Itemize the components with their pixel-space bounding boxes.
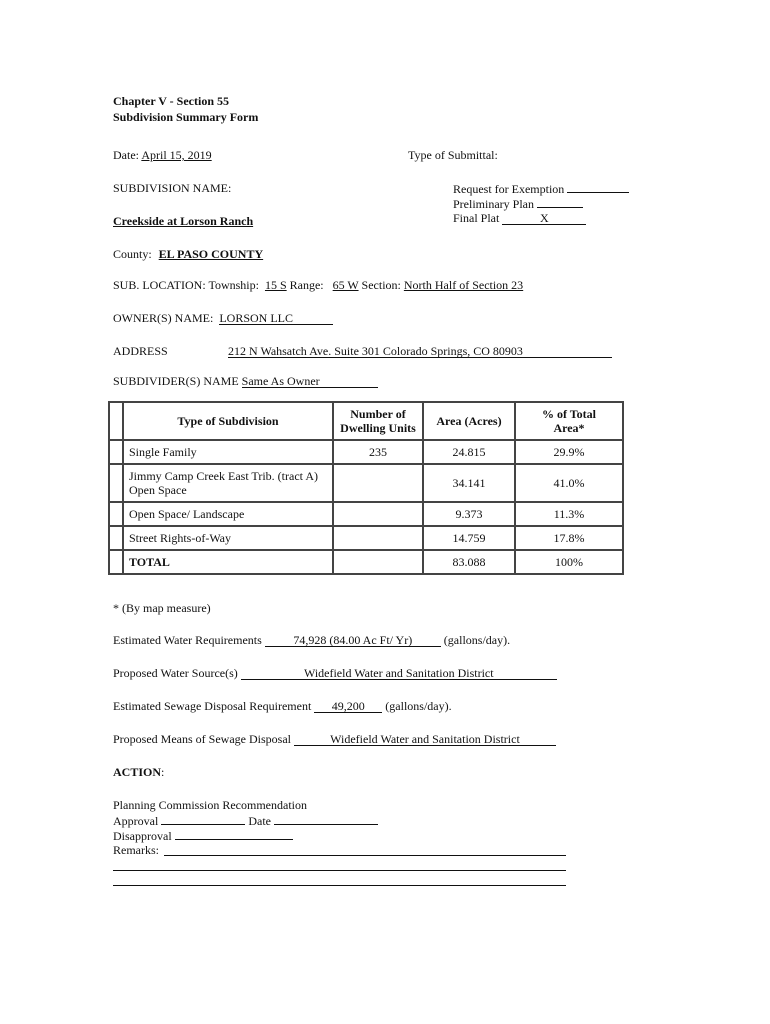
table-row bbox=[109, 502, 623, 526]
cell-type: Street Rights-of-Way bbox=[123, 526, 333, 550]
water-source-row bbox=[113, 666, 557, 680]
header-pct-line1: % of Total bbox=[541, 407, 596, 421]
approval-label: Approval bbox=[113, 814, 159, 828]
final-label: Final Plat bbox=[453, 211, 500, 225]
subdivider-row bbox=[113, 374, 378, 388]
action-date-blank[interactable] bbox=[274, 813, 378, 825]
county-label: County: bbox=[113, 247, 152, 261]
header-units-line2: Dwelling Units bbox=[340, 421, 416, 435]
table-row bbox=[109, 526, 623, 550]
remarks-label: Remarks: bbox=[113, 843, 159, 857]
sewage-means-row bbox=[113, 732, 556, 746]
header-type: Type of Subdivision bbox=[123, 402, 333, 440]
cell-area: 14.759 bbox=[423, 526, 515, 550]
disapproval-label: Disapproval bbox=[113, 829, 172, 843]
subdivider-label: SUBDIVIDER(S) NAME bbox=[113, 374, 239, 388]
range-value: 65 W bbox=[332, 278, 359, 292]
submittal-label: Type of Submittal: bbox=[408, 148, 498, 162]
cell-units bbox=[333, 464, 423, 502]
cell-area: 34.141 bbox=[423, 464, 515, 502]
action-title: ACTION bbox=[113, 765, 162, 779]
cell-units bbox=[333, 550, 423, 574]
header-pct bbox=[515, 402, 623, 440]
sewage-means-value: Widefield Water and Sanitation District bbox=[294, 733, 556, 746]
table-row bbox=[109, 464, 623, 502]
approval-row bbox=[113, 813, 378, 828]
row-marker bbox=[109, 550, 123, 574]
water-req-row bbox=[113, 633, 510, 647]
remarks-line-2[interactable] bbox=[113, 870, 566, 871]
water-source-label: Proposed Water Source(s) bbox=[113, 666, 238, 680]
water-req-unit: (gallons/day). bbox=[443, 633, 511, 647]
remarks-line-3[interactable] bbox=[113, 885, 566, 886]
cell-pct: 41.0% bbox=[515, 464, 623, 502]
sewage-req-row bbox=[113, 699, 452, 713]
township-value: 15 S bbox=[264, 278, 287, 292]
sewage-req-value: 49,200 bbox=[314, 700, 382, 713]
cell-area: 24.815 bbox=[423, 440, 515, 464]
table-total-row bbox=[109, 550, 623, 574]
cell-type: Single Family bbox=[123, 440, 333, 464]
row-marker bbox=[109, 440, 123, 464]
section-value: North Half of Section 23 bbox=[403, 278, 524, 292]
table-header-row bbox=[109, 402, 623, 440]
cell-area: 9.373 bbox=[423, 502, 515, 526]
county-value: EL PASO COUNTY bbox=[158, 247, 264, 261]
section-label: Section: bbox=[361, 278, 401, 292]
submittal-final bbox=[453, 211, 586, 225]
water-req-value: 74,928 (84.00 Ac Ft/ Yr) bbox=[265, 634, 441, 647]
address-row bbox=[228, 344, 612, 358]
table-row bbox=[109, 440, 623, 464]
table-header-blank bbox=[109, 402, 123, 440]
row-marker bbox=[109, 464, 123, 502]
date-label: Date: bbox=[113, 148, 139, 162]
subdivision-name-label: SUBDIVISION NAME: bbox=[113, 181, 232, 195]
date-row bbox=[113, 148, 212, 162]
header-pct-line2: Area* bbox=[553, 421, 585, 435]
address-label: ADDRESS bbox=[113, 344, 168, 358]
range-label: Range: bbox=[289, 278, 324, 292]
location-label: SUB. LOCATION: Township: bbox=[113, 278, 259, 292]
remarks-line-1[interactable] bbox=[164, 855, 566, 856]
header-area: Area (Acres) bbox=[423, 402, 515, 440]
date-label-action: Date bbox=[248, 814, 271, 828]
subdivision-name-value: Creekside at Lorson Ranch bbox=[113, 214, 254, 228]
cell-pct: 29.9% bbox=[515, 440, 623, 464]
sewage-req-label: Estimated Sewage Disposal Requirement bbox=[113, 699, 312, 713]
header-units-line1: Number of bbox=[350, 407, 406, 421]
owner-value: LORSON LLC bbox=[219, 312, 333, 325]
exemption-blank[interactable] bbox=[567, 181, 629, 193]
cell-type-line1: Jimmy Camp Creek East Trib. (tract A) bbox=[129, 469, 318, 483]
date-value: April 15, 2019 bbox=[141, 148, 212, 162]
owner-row bbox=[113, 311, 333, 325]
sewage-means-label: Proposed Means of Sewage Disposal bbox=[113, 732, 291, 746]
county-row bbox=[113, 247, 263, 261]
cell-units bbox=[333, 502, 423, 526]
form-title: Subdivision Summary Form bbox=[113, 110, 259, 124]
cell-pct: 11.3% bbox=[515, 502, 623, 526]
cell-area: 83.088 bbox=[423, 550, 515, 574]
final-mark[interactable]: X bbox=[502, 212, 586, 225]
preliminary-blank[interactable] bbox=[537, 196, 583, 208]
action-heading bbox=[113, 765, 164, 779]
cell-type-line2: Open Space bbox=[129, 483, 187, 497]
disapproval-row bbox=[113, 828, 293, 843]
cell-units: 235 bbox=[333, 440, 423, 464]
cell-pct: 17.8% bbox=[515, 526, 623, 550]
water-source-value: Widefield Water and Sanitation District bbox=[241, 667, 557, 680]
chapter-heading: Chapter V - Section 55 bbox=[113, 94, 230, 108]
cell-type: Open Space/ Landscape bbox=[123, 502, 333, 526]
submittal-preliminary bbox=[453, 196, 583, 211]
location-row bbox=[113, 278, 523, 292]
header-units bbox=[333, 402, 423, 440]
sewage-req-unit: (gallons/day). bbox=[385, 699, 452, 713]
footnote: * (By map measure) bbox=[113, 601, 211, 615]
water-req-label: Estimated Water Requirements bbox=[113, 633, 262, 647]
address-value: 212 N Wahsatch Ave. Suite 301 Colorado Springs, CO 80903 bbox=[228, 345, 612, 358]
subdivider-value: Same As Owner bbox=[242, 375, 378, 388]
subdivision-table bbox=[108, 401, 624, 575]
owner-label: OWNER(S) NAME: bbox=[113, 311, 214, 325]
pc-recommendation: Planning Commission Recommendation bbox=[113, 798, 307, 812]
cell-units bbox=[333, 526, 423, 550]
row-marker bbox=[109, 526, 123, 550]
action-colon: : bbox=[161, 765, 165, 779]
cell-pct: 100% bbox=[515, 550, 623, 574]
cell-type: TOTAL bbox=[123, 550, 333, 574]
submittal-exemption bbox=[453, 181, 629, 196]
cell-type bbox=[123, 464, 333, 502]
exemption-label: Request for Exemption bbox=[453, 182, 565, 196]
approval-blank[interactable] bbox=[161, 813, 245, 825]
row-marker bbox=[109, 502, 123, 526]
disapproval-blank[interactable] bbox=[175, 828, 293, 840]
preliminary-label: Preliminary Plan bbox=[453, 197, 534, 211]
